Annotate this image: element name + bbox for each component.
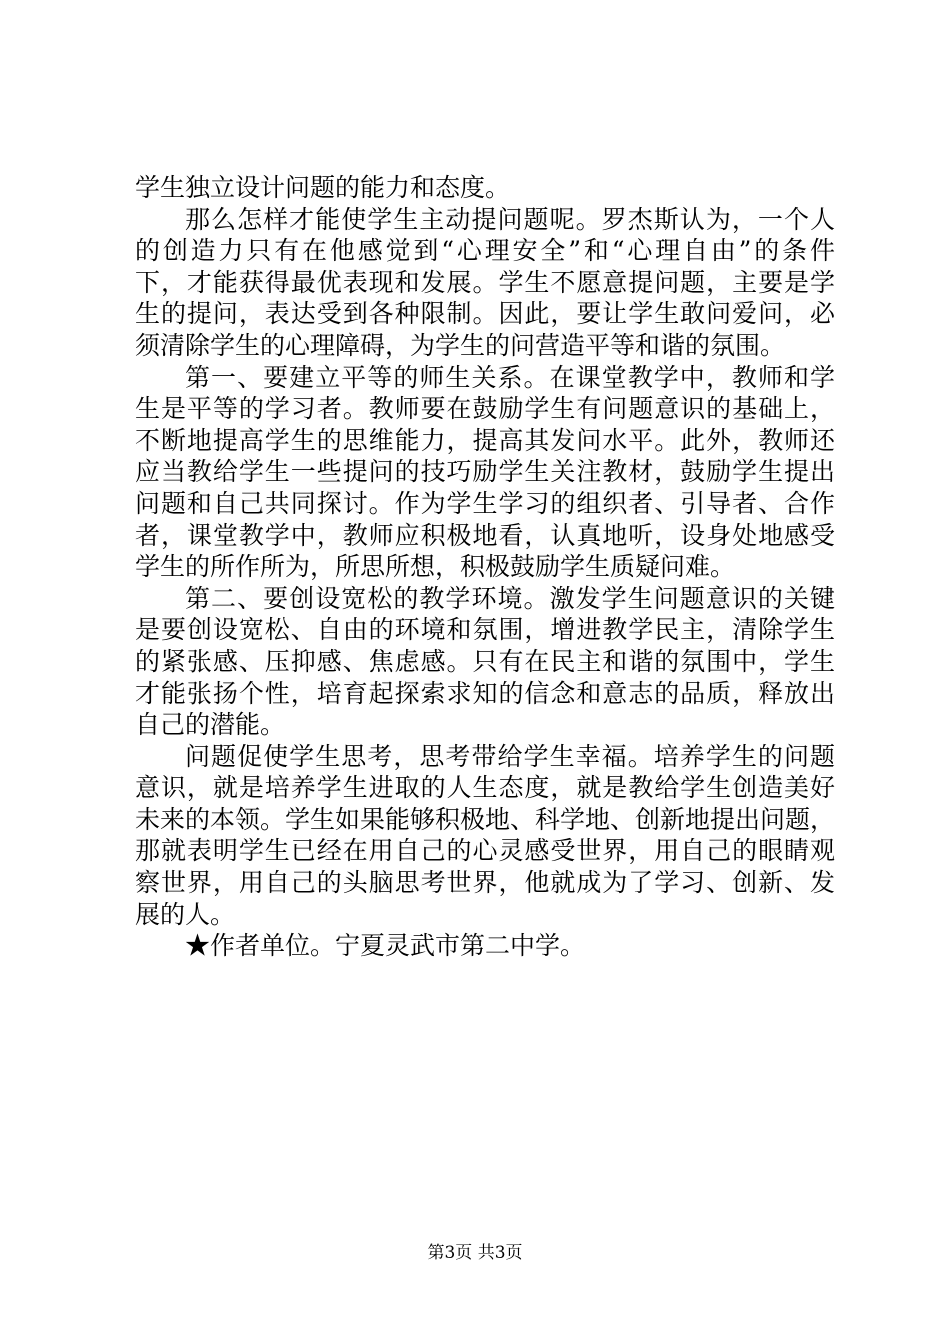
text-line: 那就表明学生已经在用自己的心灵感受世界，用自己的眼睛观 — [135, 836, 835, 866]
page-number: 第3页 共3页 — [427, 1243, 523, 1263]
text-line: 学生独立设计问题的能力和态度。 — [135, 173, 511, 202]
paragraph — [135, 362, 835, 583]
text-line: 问题促使学生思考，思考带给学生幸福。培养学生的问题 — [185, 741, 835, 771]
text-line: ★作者单位。宁夏灵武市第二中学。 — [185, 931, 586, 961]
text-line: 问题和自己共同探讨。作为学生学习的组织者、引导者、合作 — [135, 488, 835, 518]
document-body — [135, 172, 835, 962]
paragraph — [135, 741, 835, 931]
text-line: 生是平等的学习者。教师要在鼓励学生有问题意识的基础上， — [135, 394, 835, 424]
text-line: 察世界，用自己的头脑思考世界，他就成为了学习、创新、发 — [135, 868, 835, 898]
text-line: 自己的潜能。 — [135, 710, 286, 740]
text-line: 者，课堂教学中，教师应积极地看，认真地听，设身处地感受 — [135, 520, 835, 550]
text-line: 第一、要建立平等的师生关系。在课堂教学中，教师和学 — [185, 362, 835, 392]
text-line: 意识，就是培养学生进取的人生态度，就是教给学生创造美好 — [135, 773, 835, 803]
text-line: 的紧张感、压抑感、焦虑感。只有在民主和谐的氛围中，学生 — [135, 646, 835, 676]
text-line: 不断地提高学生的思维能力，提高其发问水平。此外，教师还 — [135, 425, 835, 455]
text-line: 生的提问，表达受到各种限制。因此，要让学生敢问爱问，必 — [135, 299, 835, 329]
text-line: 未来的本领。学生如果能够积极地、科学地、创新地提出问题， — [135, 804, 836, 834]
text-line: 才能张扬个性，培育起探索求知的信念和意志的品质，释放出 — [135, 678, 835, 708]
text-line: 第二、要创设宽松的教学环境。激发学生问题意识的关键 — [185, 583, 835, 613]
text-line: 应当教给学生一些提问的技巧励学生关注教材，鼓励学生提出 — [135, 457, 835, 487]
text-line: 展的人。 — [135, 899, 236, 929]
author-affiliation — [135, 930, 835, 962]
text-line: 那么怎样才能使学生主动提问题呢。罗杰斯认为，一个人 — [185, 204, 835, 234]
paragraph — [135, 172, 835, 204]
text-line: 须清除学生的心理障碍，为学生的问营造平等和谐的氛围。 — [135, 330, 786, 360]
text-line: 下，才能获得最优表现和发展。学生不愿意提问题，主要是学 — [135, 267, 835, 297]
text-line: 的创造力只有在他感觉到“心理安全”和“心理自由”的条件 — [135, 236, 835, 266]
text-line: 学生的所作所为，所思所想，积极鼓励学生质疑问难。 — [135, 552, 736, 582]
paragraph — [135, 204, 835, 362]
text-line: 是要创设宽松、自由的环境和氛围，增进教学民主，清除学生 — [135, 615, 835, 645]
paragraph — [135, 583, 835, 741]
